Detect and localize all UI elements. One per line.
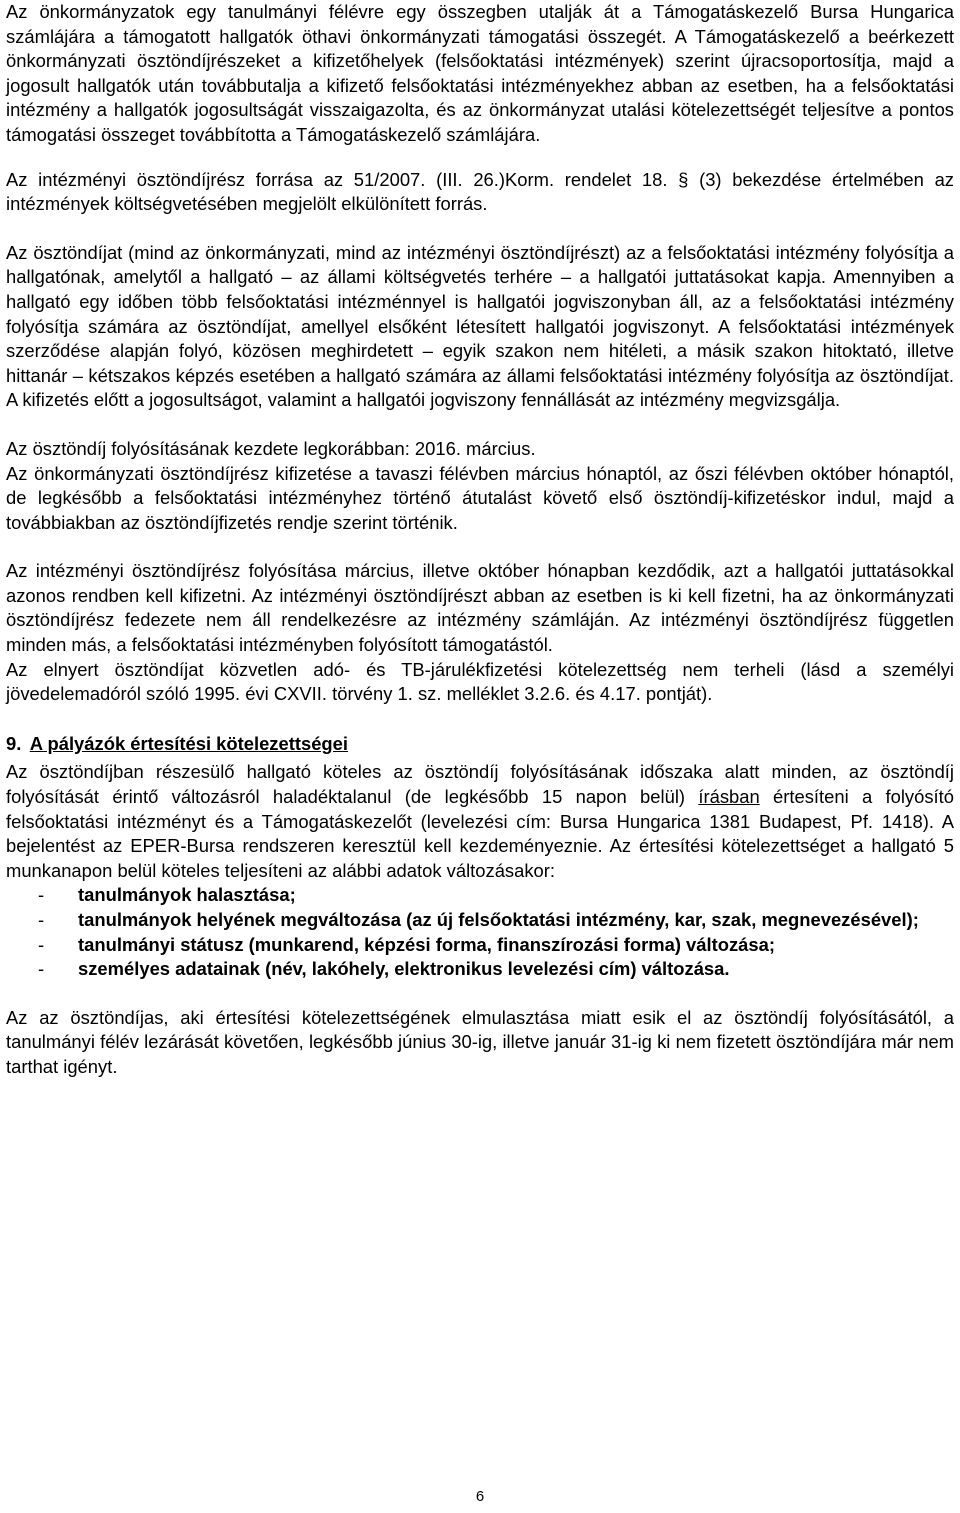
list-item <box>6 883 954 908</box>
paragraph-start-date: Az ösztöndíj folyósításának kezdete legkorábban: 2016. március. <box>6 437 536 459</box>
list-item-text: tanulmányok halasztása; <box>78 884 296 906</box>
list-dash: - <box>38 909 45 930</box>
list-item <box>6 957 954 982</box>
list-dash: - <box>38 933 45 955</box>
list-item-text: személyes adatainak (név, lakóhely, elektronikus levelezési cím) változása. <box>78 958 730 980</box>
paragraph-institutional-payment-schedule: Az intézményi ösztöndíjrész folyósítása március, illetve október hónapban kezdődik, azt a hallgatói juttatásokkal azonos rendben kell kifizetni. Az intézményi ösztöndíjrészt abban az esetben is ki kell fizetni, ha az önkormányzati ösztöndíjrész fedezete nem áll rendelkezésre az intézmény számláján. Az intézményi ösztöndíjrész független minden más, a felsőoktatási intézményben folyósított támogatástól. <box>6 560 954 656</box>
paragraph-disbursing-institution: Az ösztöndíjat (mind az önkormányzati, mind az intézményi ösztöndíjrészt) az a felsőoktatási intézmény folyósítja a hallgatónak, amelytől a hallgató – az állami költségvetés terhére – a hallgatói juttatásokat kapja. Amennyiben a hallgató egy időben több felsőoktatási intézménnyel is hallgatói jogviszonyban áll, az a felsőoktatási intézmény folyósítja számára az ösztöndíjat, amellyel elsőként létesített hallgatói jogviszonyt. A felsőoktatási intézmények szerződése alapján folyó, közösen meghirdetett – egyik szakon nem hitéleti, a másik szakon hitoktató, illetve hittanár – kétszakos képzés esetében a hallgató számára az állami felsőoktatási intézmény folyósítja az ösztöndíjat. A kifizetés előtt a jogosultságot, valamint a hallgatói jogviszony fennállását az intézmény megvizsgálja. <box>6 241 954 411</box>
section-number: 9. <box>6 732 22 754</box>
list-item <box>6 908 954 933</box>
paragraph-tax-exemption: Az elnyert ösztöndíjat közvetlen adó- és TB-járulékfizetési kötelezettség nem terheli (lásd a személyi jövedelemadóról szóló 1995. évi CXVII. törvény 1. sz. melléklet 3.2.6. és 4.17. pontját). <box>6 658 954 705</box>
paragraph-institutional-source: Az intézményi ösztöndíjrész forrása az 51/2007. (III. 26.)Korm. rendelet 18. § (3) bekezdése értelmében az intézmények költségvetésében megjelölt elkülönített forrás. <box>6 168 954 215</box>
notification-text-underlined: írásban <box>698 786 760 808</box>
list-item-text: tanulmányok helyének megváltozása (az új felsőoktatási intézmény, kar, szak, megnevezésével); <box>78 909 919 930</box>
list-dash: - <box>38 884 45 906</box>
list-item <box>6 933 954 958</box>
change-list <box>6 883 954 981</box>
paragraph-funding-transfer: Az önkormányzatok egy tanulmányi félévre egy összegben utalják át a Támogatáskezelő Bursa Hungarica számlájára a támogatott hallgatók öthavi önkormányzati támogatási összegét. A Támogatáskezelő a beérkezett önkormányzati ösztöndíjrészeket a kifizetőhelyek (felsőoktatási intézmények) szerint újracsoportosítja, majd a jogosult hallgatók után továbbutalja a kifizető felsőoktatási intézményekhez abban az esetben, ha a felsőoktatási intézmény a hallgatók jogosultságát visszaigazolta, és az önkormányzat utalási kötelezettségét teljesítve a pontos támogatási összeget továbbította a Támogatáskezelő számlájára. <box>6 1 954 145</box>
notification-text-start: Az ösztöndíjban részesülő hallgató köteles az ösztöndíj folyósításának időszaka alatt minden, az ösztöndíj folyósítását érintő változásról haladéktalanul (de legkésőbb 15 napon belül) <box>6 761 954 808</box>
section-title: A pályázók értesítési kötelezettségei <box>29 732 349 754</box>
section-heading <box>6 732 954 757</box>
notification-text-end: értesíteni a folyósító felsőoktatási intézményt és a Támogatáskezelőt (levelezési cím: Bursa Hungarica 1381 Budapest, Pf. 1418). A bejelentést az EPER-Bursa rendszeren keresztül kell kezdeményeznie. Az értesítési kötelezettséget a hallgató 5 munkanapon belül köteles teljesíteni az alábbi adatok változásakor: <box>6 786 955 881</box>
page-number: 6 <box>475 1488 485 1505</box>
paragraph-forfeiture: Az az ösztöndíjas, aki értesítési kötelezettségének elmulasztása miatt esik el az ösztöndíj folyósításától, a tanulmányi félév lezárását követően, legkésőbb június 30-ig, illetve január 31-ig ki nem fizetett ösztöndíjára már nem tarthat igényt. <box>6 1006 954 1077</box>
list-item-text: tanulmányi státusz (munkarend, képzési forma, finanszírozási forma) változása; <box>78 933 775 955</box>
list-dash: - <box>38 958 45 980</box>
paragraph-notification-obligation <box>6 760 954 883</box>
paragraph-municipal-payment-schedule: Az önkormányzati ösztöndíjrész kifizetése a tavaszi félévben március hónaptól, az őszi félévben október hónaptól, de legkésőbb a felsőoktatási intézményhez történő átutalást követő első ösztöndíj-kifizetéskor indul, majd a továbbiakban az ösztöndíjfizetés rendje szerint történik. <box>6 462 954 533</box>
